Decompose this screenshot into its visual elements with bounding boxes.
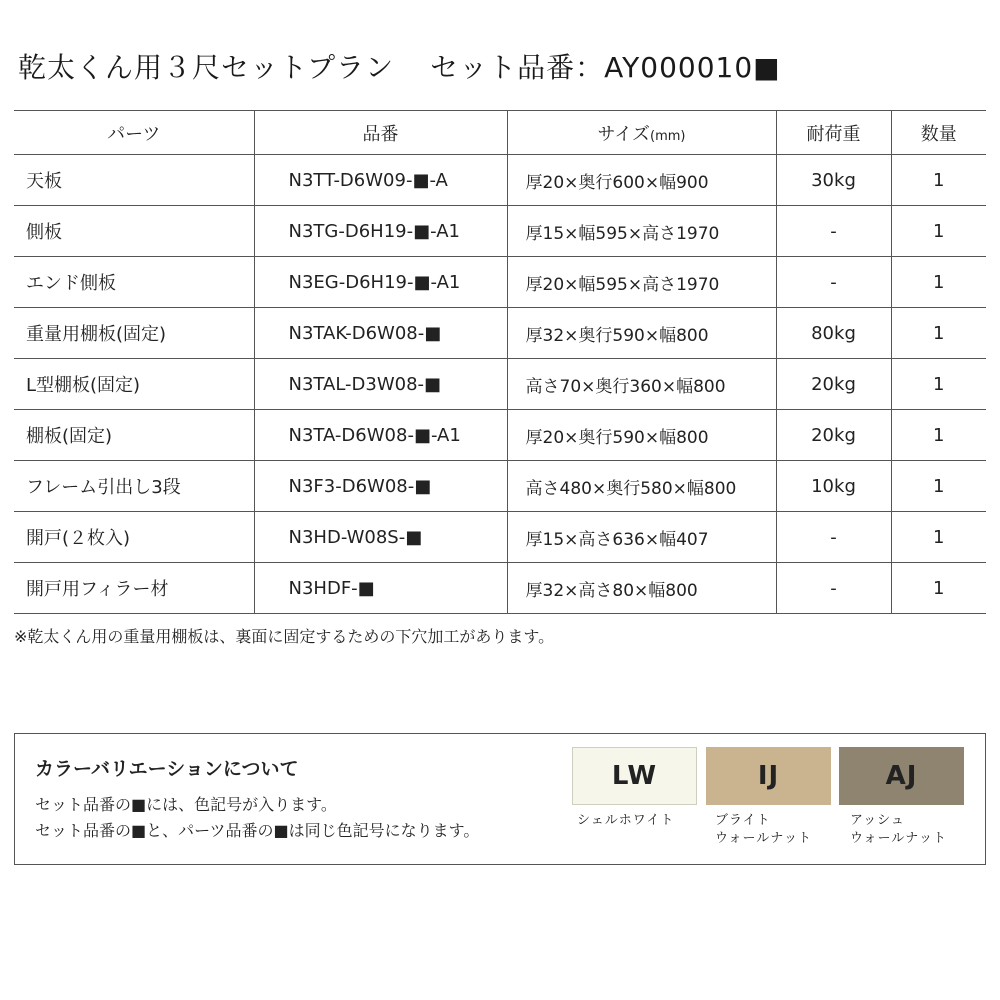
cell-load: 20kg (776, 359, 891, 410)
cell-part: 重量用棚板(固定) (14, 308, 254, 359)
cell-part: 開戸(２枚入) (14, 512, 254, 563)
set-number: セット品番：AY000010■ (430, 51, 781, 84)
color-variation-heading: カラーバリエーションについて (35, 758, 299, 780)
header-part: パーツ (14, 111, 254, 155)
table-row (14, 512, 986, 563)
swatch-code: IJ (757, 761, 780, 791)
table-row (14, 461, 986, 512)
table-row (14, 563, 986, 614)
swatch-name: シェルホワイト (577, 813, 675, 828)
table-row (14, 206, 986, 257)
cell-code: N3HDF-■ (254, 563, 507, 614)
cell-qty: 1 (891, 563, 986, 614)
color-variation-text-2: セット品番の■と、パーツ品番の■は同じ色記号になります。 (35, 821, 480, 840)
cell-code: N3EG-D6H19-■-A1 (254, 257, 507, 308)
cell-load: - (776, 257, 891, 308)
cell-qty: 1 (891, 512, 986, 563)
cell-code: N3TAL-D3W08-■ (254, 359, 507, 410)
cell-part: フレーム引出し3段 (14, 461, 254, 512)
header-code: 品番 (254, 111, 507, 155)
table-row (14, 359, 986, 410)
cell-load: - (776, 512, 891, 563)
cell-part: 天板 (14, 155, 254, 206)
color-variation-box (14, 733, 986, 865)
header-load: 耐荷重 (776, 111, 891, 155)
footnote: ※乾太くん用の重量用棚板は、裏面に固定するための下穴加工があります。 (14, 627, 555, 646)
cell-qty: 1 (891, 155, 986, 206)
table-row (14, 257, 986, 308)
cell-code: N3HD-W08S-■ (254, 512, 507, 563)
cell-size: 高さ480×奥行580×幅800 (507, 461, 776, 512)
swatch-name: ブライト ウォールナット (715, 813, 812, 846)
table-header-row (14, 111, 986, 155)
table-row (14, 410, 986, 461)
header-qty: 数量 (891, 111, 986, 155)
cell-qty: 1 (891, 257, 986, 308)
cell-load: 80kg (776, 308, 891, 359)
cell-code: N3F3-D6W08-■ (254, 461, 507, 512)
cell-size: 厚20×奥行590×幅800 (507, 410, 776, 461)
cell-size: 厚15×幅595×高さ1970 (507, 206, 776, 257)
cell-qty: 1 (891, 410, 986, 461)
cell-qty: 1 (891, 359, 986, 410)
cell-code: N3TAK-D6W08-■ (254, 308, 507, 359)
cell-size: 厚20×奥行600×幅900 (507, 155, 776, 206)
cell-part: 開戸用フィラー材 (14, 563, 254, 614)
header-size (507, 111, 776, 155)
cell-load: 20kg (776, 410, 891, 461)
cell-load: - (776, 206, 891, 257)
cell-code: N3TT-D6W09-■-A (254, 155, 507, 206)
table-row (14, 155, 986, 206)
plan-title: 乾太くん用３尺セットプラン (18, 51, 395, 84)
cell-code: N3TG-D6H19-■-A1 (254, 206, 507, 257)
cell-size: 高さ70×奥行360×幅800 (507, 359, 776, 410)
cell-qty: 1 (891, 206, 986, 257)
cell-part: 棚板(固定) (14, 410, 254, 461)
cell-load: 10kg (776, 461, 891, 512)
cell-part: エンド側板 (14, 257, 254, 308)
swatch-name: アッシュ ウォールナット (850, 813, 947, 846)
cell-code: N3TA-D6W08-■-A1 (254, 410, 507, 461)
page-title (18, 46, 781, 86)
cell-load: 30kg (776, 155, 891, 206)
swatch-aj (839, 747, 964, 805)
cell-size: 厚20×幅595×高さ1970 (507, 257, 776, 308)
cell-size: 厚15×高さ636×幅407 (507, 512, 776, 563)
swatch-lw (572, 747, 697, 805)
header-size-unit: (mm) (650, 128, 686, 144)
color-variation-text-1: セット品番の■には、色記号が入ります。 (35, 795, 337, 814)
cell-part: 側板 (14, 206, 254, 257)
cell-size: 厚32×高さ80×幅800 (507, 563, 776, 614)
cell-part: L型棚板(固定) (14, 359, 254, 410)
swatch-code: AJ (885, 761, 918, 791)
parts-table (14, 110, 986, 614)
cell-load: - (776, 563, 891, 614)
swatch-ij (706, 747, 831, 805)
cell-qty: 1 (891, 461, 986, 512)
cell-qty: 1 (891, 308, 986, 359)
table-row (14, 308, 986, 359)
cell-size: 厚32×奥行590×幅800 (507, 308, 776, 359)
swatch-code: LW (611, 761, 658, 791)
header-size-label: サイズ (597, 123, 651, 145)
